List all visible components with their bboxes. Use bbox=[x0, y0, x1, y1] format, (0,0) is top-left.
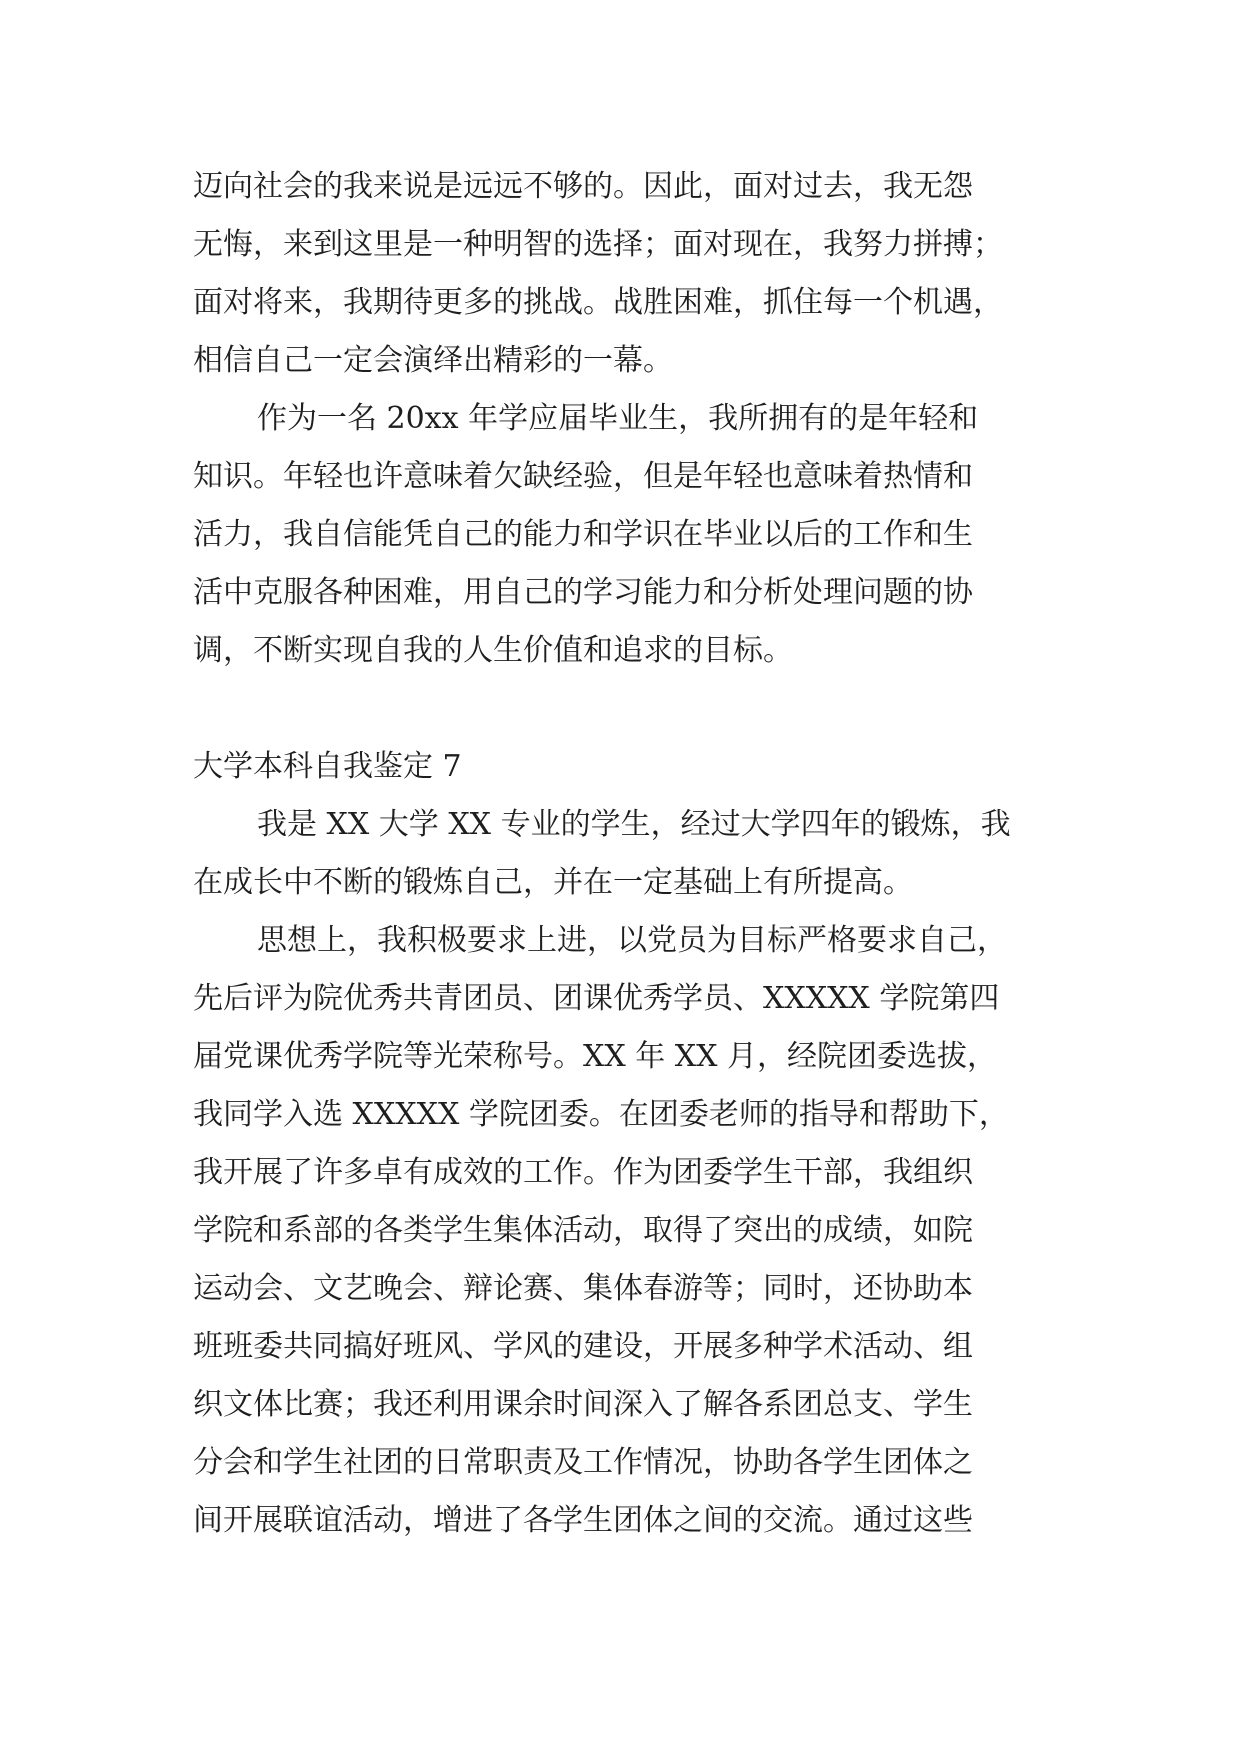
paragraph-line: 运动会、文艺晚会、辩论赛、集体春游等；同时，还协助本 bbox=[193, 1271, 973, 1306]
paragraph-line: 活中克服各种困难，用自己的学习能力和分析处理问题的协 bbox=[193, 575, 973, 610]
paragraph-line: 届党课优秀学院等光荣称号。XX 年 XX 月，经院团委选拔， bbox=[193, 1039, 998, 1074]
paragraph-line: 思想上，我积极要求上进，以党员为目标严格要求自己， bbox=[257, 923, 1007, 958]
paragraph-line: 间开展联谊活动，增进了各学生团体之间的交流。通过这些 bbox=[193, 1503, 973, 1538]
paragraph bbox=[193, 390, 1073, 680]
document-body bbox=[193, 158, 1073, 1550]
paragraph-line: 班班委共同搞好班风、学风的建设，开展多种学术活动、组 bbox=[193, 1329, 973, 1364]
section-title: 大学本科自我鉴定 7 bbox=[193, 749, 462, 784]
paragraph bbox=[193, 796, 1073, 912]
paragraph bbox=[193, 158, 1073, 390]
paragraph-line: 知识。年轻也许意味着欠缺经验，但是年轻也意味着热情和 bbox=[193, 459, 973, 494]
paragraph-line: 面对将来，我期待更多的挑战。战胜困难，抓住每一个机遇， bbox=[193, 285, 1003, 320]
paragraph-line: 活力，我自信能凭自己的能力和学识在毕业以后的工作和生 bbox=[193, 517, 973, 552]
paragraph-line: 无悔，来到这里是一种明智的选择；面对现在，我努力拼搏； bbox=[193, 227, 1003, 262]
paragraph-line: 我是 XX 大学 XX 专业的学生，经过大学四年的锻炼，我 bbox=[257, 807, 1011, 842]
paragraph-line: 相信自己一定会演绎出精彩的一幕。 bbox=[193, 343, 673, 378]
paragraph-line: 学院和系部的各类学生集体活动，取得了突出的成绩，如院 bbox=[193, 1213, 973, 1248]
paragraph-line: 调，不断实现自我的人生价值和追求的目标。 bbox=[193, 633, 793, 668]
paragraph-line: 在成长中不断的锻炼自己，并在一定基础上有所提高。 bbox=[193, 865, 913, 900]
paragraph-line: 我同学入选 XXXXX 学院团委。在团委老师的指导和帮助下， bbox=[193, 1097, 1009, 1132]
paragraph-line: 作为一名 20xx 年学应届毕业生，我所拥有的是年轻和 bbox=[257, 401, 979, 436]
paragraph bbox=[193, 912, 1073, 1550]
paragraph-line: 迈向社会的我来说是远远不够的。因此，面对过去，我无怨 bbox=[193, 169, 973, 204]
paragraph-line: 我开展了许多卓有成效的工作。作为团委学生干部，我组织 bbox=[193, 1155, 973, 1190]
section-spacer bbox=[193, 680, 1073, 738]
paragraph-line: 分会和学生社团的日常职责及工作情况，协助各学生团体之 bbox=[193, 1445, 973, 1480]
paragraph-line: 先后评为院优秀共青团员、团课优秀学员、XXXXX 学院第四 bbox=[193, 981, 1000, 1016]
paragraph-line: 织文体比赛；我还利用课余时间深入了解各系团总支、学生 bbox=[193, 1387, 973, 1422]
